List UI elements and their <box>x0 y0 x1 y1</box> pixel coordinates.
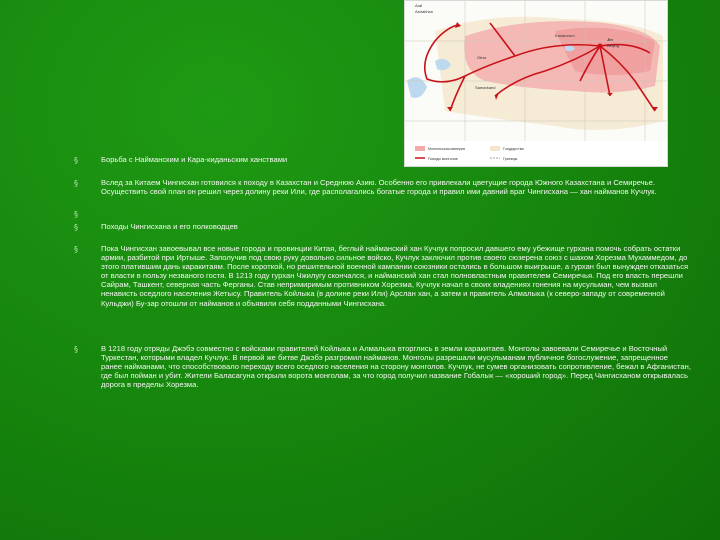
bullet-marker: § <box>74 156 78 165</box>
map-label-samarkand: Samarkand <box>475 85 496 90</box>
map-label-beijing: Beijing <box>607 43 620 48</box>
bullet-marker: § <box>74 210 78 219</box>
bullet-text-kuchluk: Пока Чингисхан завоевывал все новые города и провинции Китая, беглый найманский хан Кучлук попросил давшего ему убежище гурхана помочь собрать остатки армии, разбитой при Иртыше. Заполучив под свою руку довольно сильное войско, Кучлук заключил против своего сюзерена союз с шахом Хорезма Мухаммедом, до этого платившим дань каракитаям. После короткой, но решительной военной кампании союзники остались в большом выигрыше, а гурхан был вынужден отказаться от власти в пользу незваного гостя. В 1213 году гурхан Чжилугу скончался, и найманский хан стал полновластным правителем Семиречья. Под его власть перешли Сайрам, Ташкент, северная часть Ферганы. Став непримиримым противником Хорезма, Кучлук начал в своих владениях гонения на мусульман, чем вызвал ненависть оседлого населения Жетысу. Правитель Койлыка (в долине реки Или) Арслан хан, а затем и правитель Алмалыка (к северо-западу от современной Кульджи) Бу-зар отошли от найманов и объявили себя подданными Чингисхана. <box>101 244 689 308</box>
map-legend-2: Походы монголов <box>428 157 458 161</box>
bullet-text-jebe-1218: В 1218 году отряды Джэбэ совместно с войсками правителей Койлыка и Алмалыка вторглись в земли каракитаев. Монголы завоевали Семиречье и Восточный Туркестан, которыми владел Кучлук. В первой же битве Джэбэ разгромил найманов. Монголы разрешали мусульманам публичное богослужение, запрещенное ранее найманами, что способствовало переходу всего оседлого населения на сторону монголов. Кучлук, не сумев организовать сопротивление, бежал в Афганистан, где был пойман и убит. Жители Баласагуна открыли ворота монголам, за что город получил название Гобалык — «хороший город». Перед Чингисханом открывалась дорога в пределы Хорезма. <box>101 344 691 390</box>
map-label-karakorum: Karakorum <box>555 33 575 38</box>
map-label-otrar: Otrar <box>477 55 487 60</box>
map-legend-1: Монгольская империя <box>428 147 465 151</box>
bullet-marker: § <box>74 245 78 254</box>
bullet-text-heading-struggle: Борьба с Найманским и Кара-киданьским ханствами <box>101 155 288 164</box>
bullet-marker: § <box>74 179 78 188</box>
map-legend-3: Государства <box>503 147 524 151</box>
bullet-text-preparation: Вслед за Китаем Чингисхан готовился к походу в Казахстан и Среднюю Азию. Особенно его привлекали цветущие города Южного Казахстана и Семиречье. Осуществить свой план он решил через долину реки Или, где располагались богатые города и правил ими давний враг Чингисхана — хан найманов Кучлук. <box>101 178 657 197</box>
map-label-astrakhan: Astrakhan <box>415 9 434 14</box>
map-label-jin: Jin <box>607 37 613 42</box>
bullet-text-campaigns-heading: Походы Чингисхана и его полководцев <box>101 222 238 231</box>
bullet-marker: § <box>74 345 78 354</box>
map-label-aral: Aral <box>415 3 423 8</box>
map-legend-4: Границы <box>503 157 518 161</box>
bullet-marker: § <box>74 223 78 232</box>
